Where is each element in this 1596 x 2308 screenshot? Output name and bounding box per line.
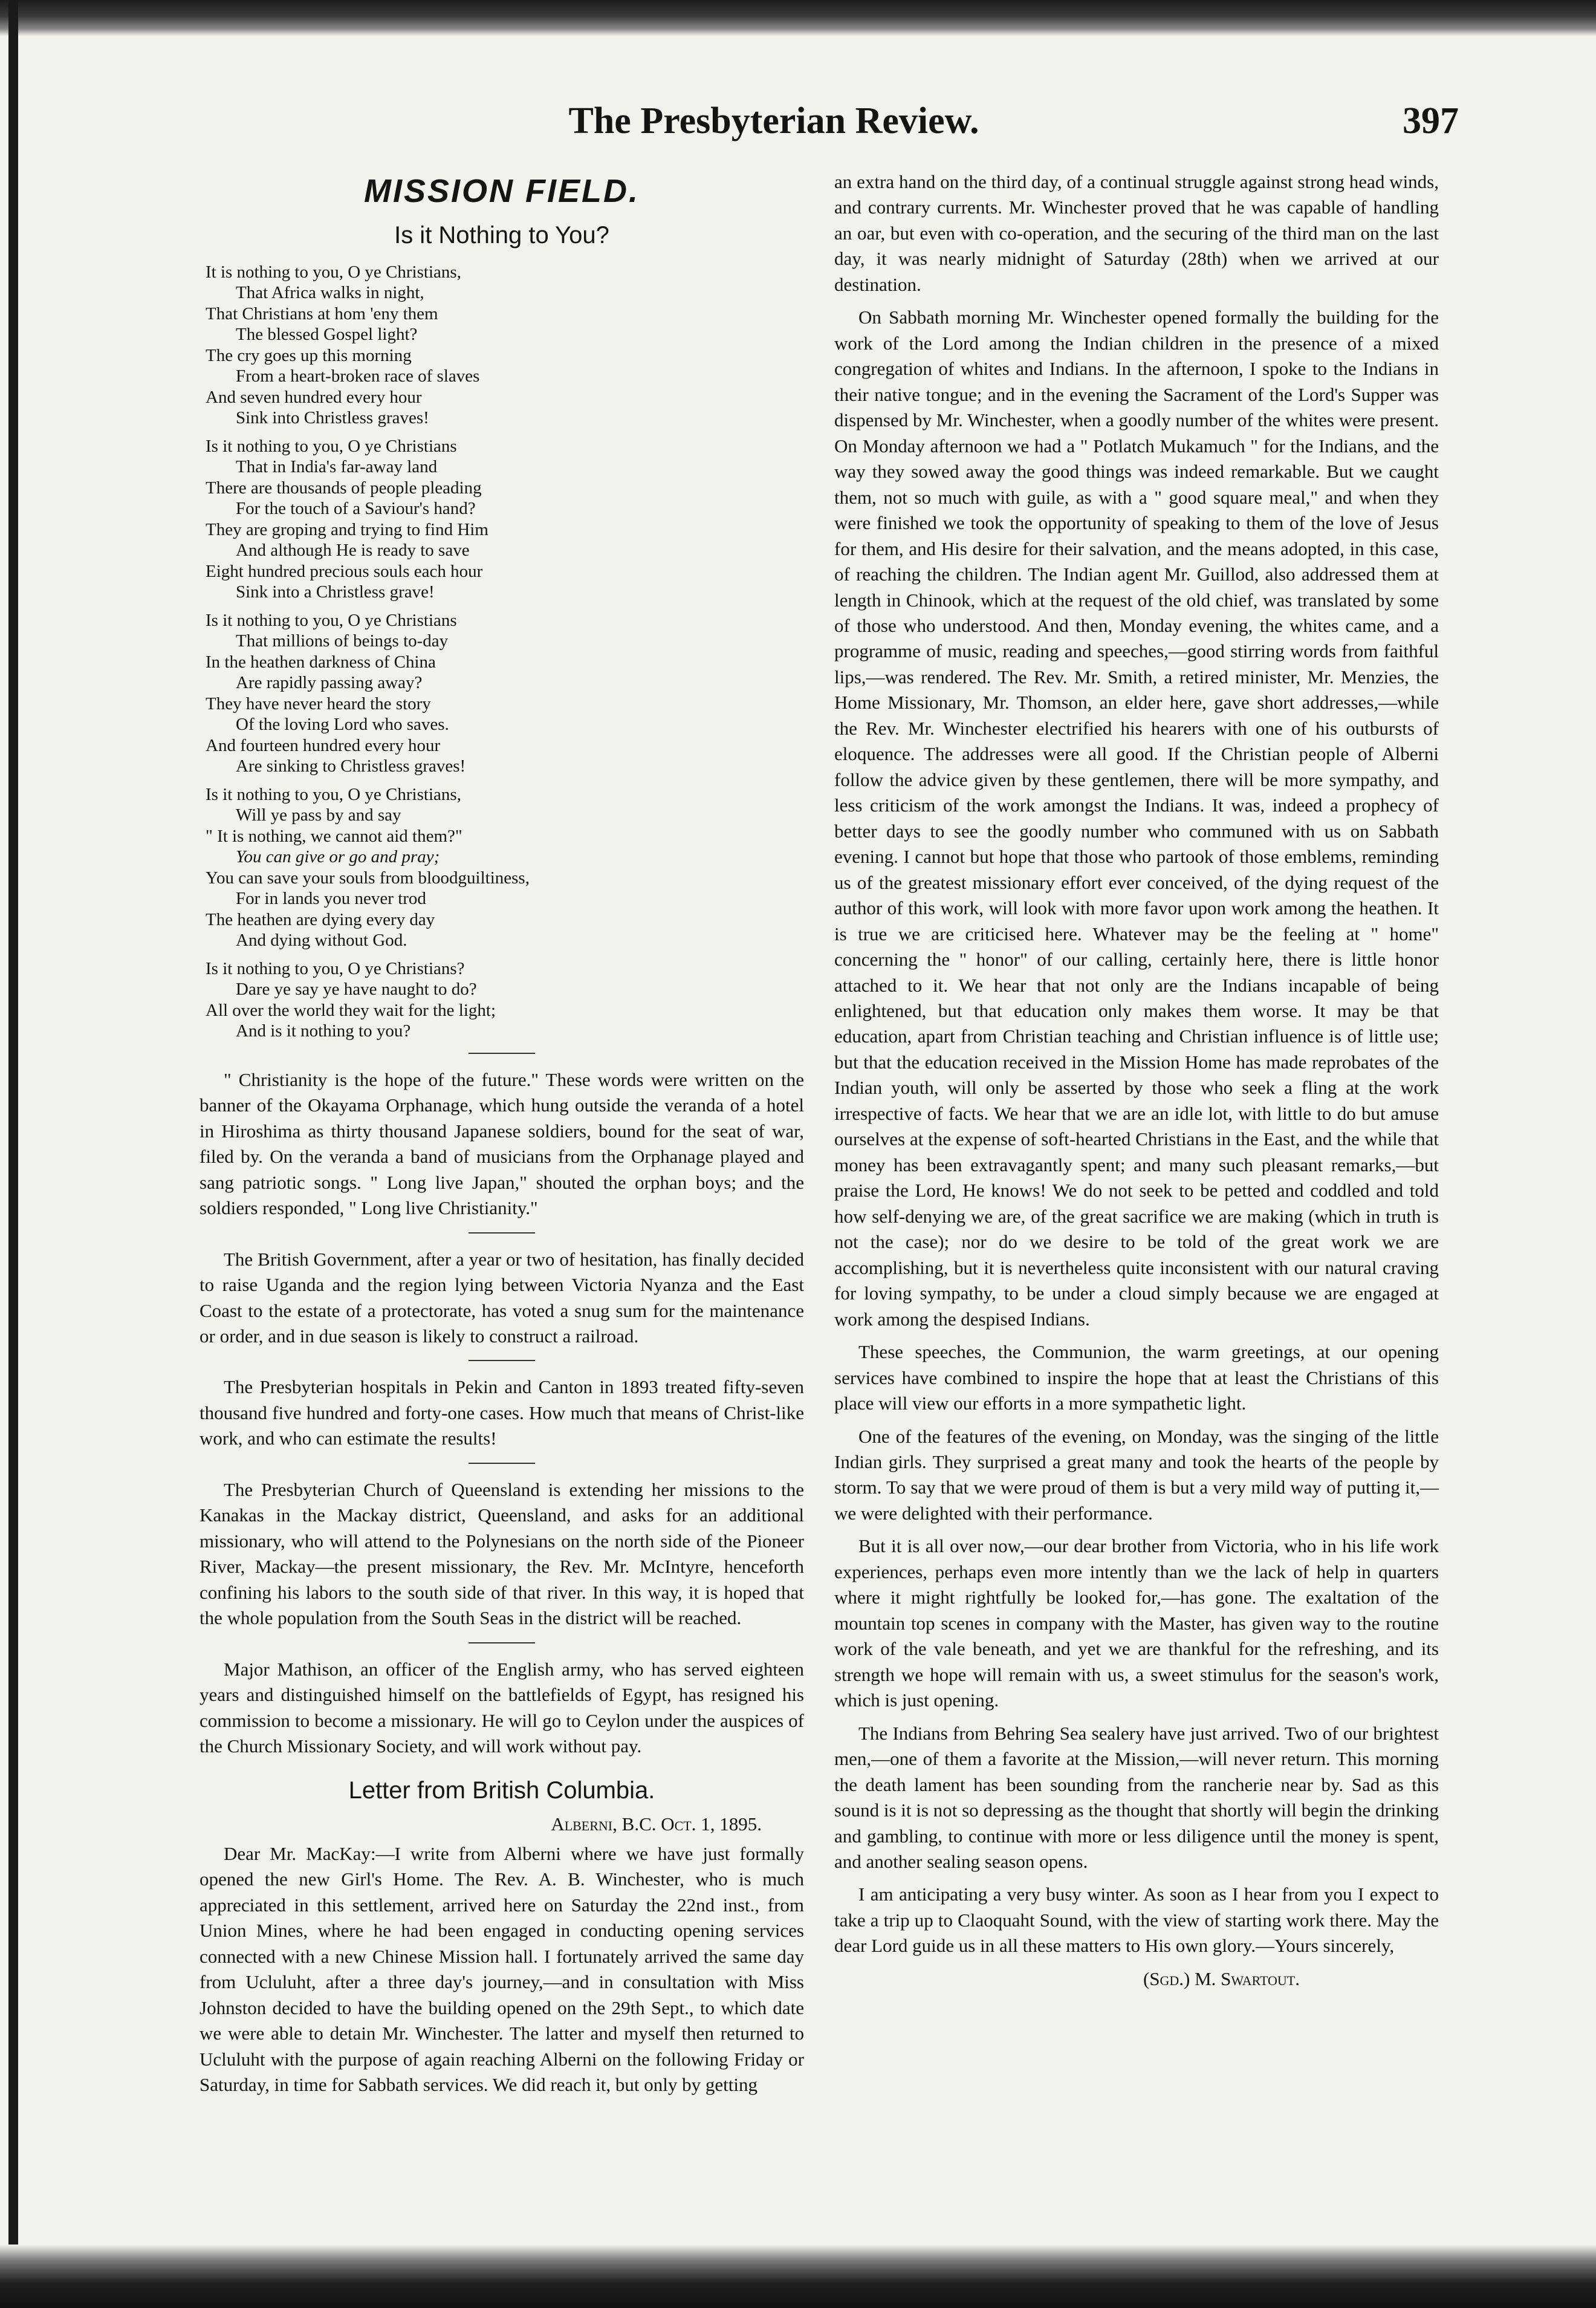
poem-line: That Africa walks in night, xyxy=(236,283,424,303)
poem-line: And seven hundred every hour xyxy=(206,387,422,407)
poem-line: There are thousands of people pleading xyxy=(206,478,482,498)
poem-line: Eight hundred precious souls each hour xyxy=(206,561,483,581)
divider xyxy=(469,1232,535,1234)
poem-line: For in lands you never trod xyxy=(236,889,426,909)
letter-continuation xyxy=(834,169,1439,1959)
poem-line: All over the world they wait for the light; xyxy=(206,1000,496,1020)
poem-line: You can save your souls from bloodguiltiness, xyxy=(206,868,530,888)
poem-line: They are groping and trying to find Him xyxy=(206,519,488,539)
letter-paragraph: These speeches, the Communion, the warm greetings, at our opening services have combined to inspire the hope that at least the Christians of this place will view our efforts in a more sympathetic light. xyxy=(834,1341,1439,1414)
paragraph: Major Mathison, an officer of the English army, who has served eighteen years and distinguished himself on the battlefields of Egypt, has resigned his commission to become a missionary. He will go to Ceylon under the auspices of the Church Missionary Society, and will work without pay. xyxy=(199,1658,804,1757)
poem xyxy=(199,262,804,1042)
poem-line: That Christians at hom 'eny them xyxy=(206,304,438,323)
news-item-hospitals xyxy=(199,1374,804,1451)
letter-signature: (Sgd.) M. Swartout. xyxy=(1143,1968,1300,1989)
poem-line: Is it nothing to you, O ye Christians, xyxy=(206,784,461,804)
poem-line: Of the loving Lord who saves. xyxy=(236,715,449,735)
poem-line: The cry goes up this morning xyxy=(206,345,412,365)
poem-line: And is it nothing to you? xyxy=(236,1021,411,1041)
poem-stanza xyxy=(206,958,804,1042)
poem-title: Is it Nothing to You? xyxy=(394,221,609,249)
paragraph: The Presbyterian Church of Queensland is extending her missions to the Kanakas in the Mackay district, Queensland, and asks for an additional missionary, who will attend to the Polynesians on the north side of the Pioneer River, Mackay—the present missionary, the Rev. Mr. McIntyre, henceforth confining his labors to the south side of that river. In this way, it is hoped that the whole population from the South Seas in the district will be reached. xyxy=(199,1478,804,1629)
poem-stanza xyxy=(206,784,804,951)
poem-line: That in India's far-away land xyxy=(236,457,438,477)
letter-title: Letter from British Columbia. xyxy=(348,1777,655,1804)
poem-line: Sink into a Christless grave! xyxy=(236,582,435,602)
poem-line: The heathen are dying every day xyxy=(206,909,435,929)
poem-line: Are sinking to Christless graves! xyxy=(236,756,466,776)
poem-line: They have never heard the story xyxy=(206,694,431,714)
poem-line: That millions of beings to-day xyxy=(236,631,449,651)
letter-paragraph: I am anticipating a very busy winter. As soon as I hear from you I expect to take a trip up to Claoquaht Sound, with the view of starting work there. May the dear Lord guide us in all these matters to His own glory.—Yours sincerely, xyxy=(834,1884,1439,1957)
letter-paragraph: The Indians from Behring Sea sealery have just arrived. Two of our brightest men,—one of them a favorite at the Mission,—will never return. This morning the death lament has been sounding from the rancherie near by. Sad as this sound is it is not so depressing as the thought that shortly will begin the drinking and gambling, to continue with more or less diligence until the money is spent, and another sealing season opens. xyxy=(834,1722,1439,1872)
news-item-uganda xyxy=(199,1247,804,1350)
poem-line: Dare ye say ye have naught to do? xyxy=(236,980,477,1000)
poem-line: And fourteen hundred every hour xyxy=(206,735,441,755)
letter-dateline: Alberni, B.C. Oct. 1, 1895. xyxy=(551,1813,762,1835)
poem-line: The blessed Gospel light? xyxy=(236,325,418,345)
poem-line: Sink into Christless graves! xyxy=(236,408,429,428)
poem-stanza xyxy=(206,262,804,429)
letter-paragraph: One of the features of the evening, on Monday, was the singing of the little Indian girls. They surprised a great many and took the hearts of the people by storm. To say that we were proud of them is but a very mild way of putting it,—we were delighted with their performance. xyxy=(834,1425,1439,1524)
page-number: 397 xyxy=(1403,100,1459,141)
poem-line: For the touch of a Saviour's hand? xyxy=(236,499,476,519)
left-column xyxy=(199,169,804,2105)
right-column xyxy=(834,169,1439,1992)
page-header-title: The Presbyterian Review. xyxy=(568,100,979,141)
poem-line: You can give or go and pray; xyxy=(236,847,440,867)
divider xyxy=(469,1642,535,1643)
letter-body xyxy=(199,1841,804,2098)
poem-line: And although He is ready to save xyxy=(236,541,470,561)
poem-line: Are rapidly passing away? xyxy=(236,673,423,693)
poem-line: In the heathen darkness of China xyxy=(206,652,436,672)
letter-paragraph: Dear Mr. MacKay:—I write from Alberni where we have just formally opened the new Girl's Home. The Rev. A. B. Winchester, who is much appreciated in this settlement, arrived here on Saturday the 22nd inst., from Union Mines, where he had been engaged in conducting opening services connected with a new Chinese Mission hall. I fortunately arrived the same day from Ucluluht, after a three day's journey,—and in consultation with Miss Johnston decided to have the building opened on the 29th Sept., to which date we were able to detain Mr. Winchester. The latter and myself then returned to Ucluluht with the purpose of again reaching Alberni on the following Friday or Saturday, in time for Sabbath services. We did reach it, but only by getting xyxy=(199,1842,804,2096)
poem-line: " It is nothing, we cannot aid them?" xyxy=(206,826,462,846)
news-item-mathison xyxy=(199,1657,804,1760)
poem-line: Is it nothing to you, O ye Christians? xyxy=(206,958,465,978)
paragraph: " Christianity is the hope of the future." These words were written on the banner of the Okayama Orphanage, which hung outside the veranda of a hotel in Hiroshima as thirty thousand Japanese soldiers, bound for the seat of war, filed by. On the veranda a band of musicians from the Orphanage played and sang patriotic songs. " Long live Japan," shouted the orphan boys; and the soldiers responded, " Long live Christianity." xyxy=(199,1068,804,1219)
scan-bottom-edge xyxy=(0,2245,1596,2308)
poem-line: Is it nothing to you, O ye Christians xyxy=(206,436,457,456)
letter-paragraph: But it is all over now,—our dear brother from Victoria, who in his life work experiences, perhaps even more intently than we the lack of help in quarters where it might rightfully be looked for,—has gone. The exaltation of the mountain top scenes in company with the Master, has given way to the routine work of the vale beneath, and yet we are thankful for the refreshing, and its strength we hope will remain with us, a sweet stimulus for the season's work, which is just opening. xyxy=(834,1535,1439,1711)
news-item-queensland xyxy=(199,1477,804,1631)
poem-stanza xyxy=(206,610,804,777)
poem-line: It is nothing to you, O ye Christians, xyxy=(206,262,461,282)
divider xyxy=(469,1463,535,1464)
scan-left-edge xyxy=(8,0,18,2308)
scan-top-edge xyxy=(0,0,1596,36)
divider xyxy=(469,1053,535,1054)
poem-line: From a heart-broken race of slaves xyxy=(236,366,480,386)
divider xyxy=(469,1360,535,1361)
paragraph: The British Government, after a year or two of hesitation, has finally decided to raise Uganda and the region lying between Victoria Nyanza and the East Coast to the estate of a protectorate, has voted a snug sum for the maintenance or order, and in due season is likely to construct a railroad. xyxy=(199,1248,804,1347)
section-title: MISSION FIELD. xyxy=(363,173,640,209)
poem-line: And dying without God. xyxy=(236,931,407,951)
news-item-christianity xyxy=(199,1067,804,1221)
poem-line: Is it nothing to you, O ye Christians xyxy=(206,610,457,630)
paragraph: The Presbyterian hospitals in Pekin and Canton in 1893 treated fifty-seven thousand five hundred and forty-one cases. How much that means of Christ-like work, and who can estimate the results! xyxy=(199,1376,804,1449)
letter-paragraph: an extra hand on the third day, of a continual struggle against strong head winds, and contrary currents. Mr. Winchester proved that he was capable of handling an oar, but even with co-operation, and the securing of the third man on the last day, it was nearly midnight of Saturday (28th) when we arrived at our destination. xyxy=(834,171,1439,295)
poem-line: Will ye pass by and say xyxy=(236,805,401,825)
poem-stanza xyxy=(206,436,804,603)
letter-paragraph: On Sabbath morning Mr. Winchester opened formally the building for the work of the Lord among the Indian children in the presence of a mixed congregation of whites and Indians. In the afternoon, I spoke to the Indians in their native tongue; and in the evening the Sacrament of the Lord's Supper was dispensed by Mr. Winchester, when a goodly number of the whites were present. On Monday afternoon we had a " Potlatch Mukamuch " for the Indians, and the way they sowed away the good things was indeed remarkable. But we caught them, not so much with guile, as with a " good square meal," and when they were finished we took the opportunity of speaking to them of the love of Jesus for them, and His desire for their salvation, and the means adopted, in this case, of reaching the children. The Indian agent Mr. Guillod, also addressed them at length in Chinook, which at the request of the old chief, was translated by some of those who understood. And then, Monday evening, the whites came, and a programme of music, reading and speeches,—good stirring words from faithful lips,—was rendered. The Rev. Mr. Smith, a retired minister, Mr. Menzies, the Home Missionary, Mr. Thomson, an elder here, gave short addresses,—while the Rev. Mr. Winchester electrified his hearers with one of his outbursts of eloquence. The addresses were all good. If the Christian people of Alberni follow the advice given by these gentlemen, there will be more sympathy, and less criticism of the work amongst the Indians. It was, indeed a prophecy of better days to see the goodly number who communed with us on Sabbath evening. I cannot but hope that those who partook of those emblems, reminding us of the greatest missionary effort ever conceived, of the dying request of the author of this work, will look with more favor upon work among the heathen. It is true we are criticised here. Whatever may be the feeling at " home" concerning the " honor" of our calling, certainly here, there is little honor attached to it. We hear that not only are the Indians incapable of being enlightened, but that education only makes them worse. It may be that education, apart from Christian teaching and Christian influence is of little use; but that the education received in the Mission Home has made reprobates of the Indian youth, will only be asserted by those who seek a fling at the work irrespective of facts. We hear that we are an idle lot, with little to do but amuse ourselves at the expense of soft-hearted Christians in the East, and the while that money has been extravagantly spent; and many such pleasant remarks,—but praise the Lord, He knows! We do not seek to be petted and coddled and told how self-denying we are, of the great sacrifice we are making (which in truth is not the case); nor do we desire to be told of the great work we are accomplishing, but it is nevertheless quite inconsistent with our natural craving for loving sympathy, to be under a cloud simply because we are engaged at work among the despised Indians. xyxy=(834,307,1439,1330)
